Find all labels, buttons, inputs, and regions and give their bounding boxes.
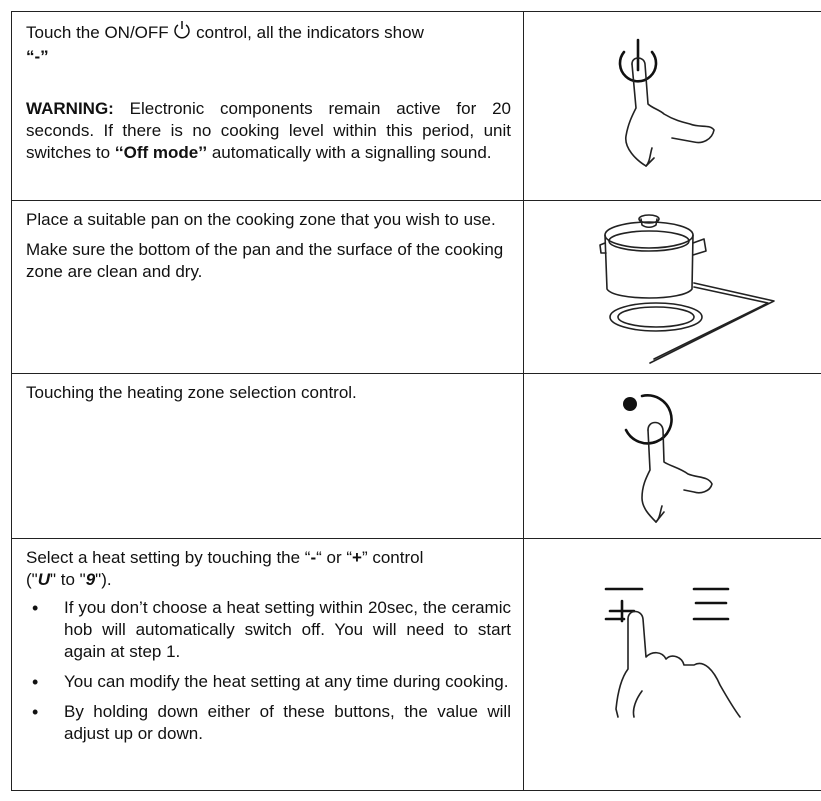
step-2-paragraph-2: Make sure the bottom of the pan and the surface of the cooking zone are clean and dry. bbox=[26, 240, 504, 282]
warning-text-pre: Electronic components remain active for 20 seconds. If there is no cooking level within this period, unit switches to bbox=[26, 99, 511, 162]
step-4-intro bbox=[26, 547, 511, 591]
power-icon bbox=[173, 20, 191, 46]
step-2-paragraph-1: Place a suitable pan on the cooking zone that you wish to use. bbox=[26, 210, 496, 230]
step-row-1 bbox=[12, 12, 821, 201]
list-item: • By holding down either of these buttons, the value will adjust up or down. bbox=[26, 701, 511, 745]
range-min: U bbox=[37, 569, 50, 589]
step-1-illustration bbox=[524, 12, 821, 201]
step-row-3 bbox=[12, 374, 821, 538]
finger-touching-power-button-icon bbox=[524, 12, 821, 201]
step-4-bullet-list bbox=[26, 597, 511, 745]
step-row-2 bbox=[12, 201, 821, 374]
step-4-illustration bbox=[524, 538, 821, 790]
step-1-text-pre: Touch the ON/OFF bbox=[26, 23, 169, 42]
range-max: 9 bbox=[85, 569, 96, 589]
step-row-4 bbox=[12, 538, 821, 790]
step-1-instruction bbox=[26, 20, 511, 68]
range-close: "). bbox=[95, 569, 112, 589]
step-2-illustration bbox=[524, 201, 821, 374]
warning-paragraph bbox=[26, 98, 511, 164]
step-3-paragraph-1: Touching the heating zone selection control. bbox=[26, 383, 357, 403]
finger-touching-plus-minus-controls-icon bbox=[524, 539, 821, 791]
warning-mode: ‘‘Off mode’’ bbox=[114, 143, 208, 162]
step-4-intro-pre: Select a heat setting by touching the “ bbox=[26, 547, 311, 567]
step-4-intro-mid: “ or “ bbox=[316, 547, 353, 567]
range-mid: " to " bbox=[49, 569, 86, 589]
warning-label: WARNING: bbox=[26, 99, 114, 118]
minus-control-label: - bbox=[310, 547, 317, 567]
step-1-text-cell bbox=[12, 12, 524, 201]
step-3-illustration bbox=[524, 374, 821, 538]
warning-text-post: automatically with a signalling sound. bbox=[211, 143, 492, 162]
range-open: (" bbox=[26, 569, 38, 589]
pot-on-cooking-zone-icon bbox=[524, 201, 821, 374]
step-2-text-cell bbox=[12, 201, 524, 374]
step-1-text-post: control, all the indicators show bbox=[196, 23, 424, 42]
list-item: • You can modify the heat setting at any time during cooking. bbox=[26, 671, 511, 693]
list-item: • If you don’t choose a heat setting within 20sec, the ceramic hob will automatically switch off. You will need to start again at step 1. bbox=[26, 597, 511, 663]
step-4-intro-post: ” control bbox=[361, 547, 424, 567]
step-4-text-cell bbox=[12, 538, 524, 790]
step-3-text-cell bbox=[12, 374, 524, 538]
indicator-value: “-” bbox=[26, 47, 49, 66]
instruction-table bbox=[11, 11, 821, 791]
finger-touching-zone-selector-icon bbox=[524, 374, 821, 538]
plus-control-label: + bbox=[352, 547, 362, 567]
